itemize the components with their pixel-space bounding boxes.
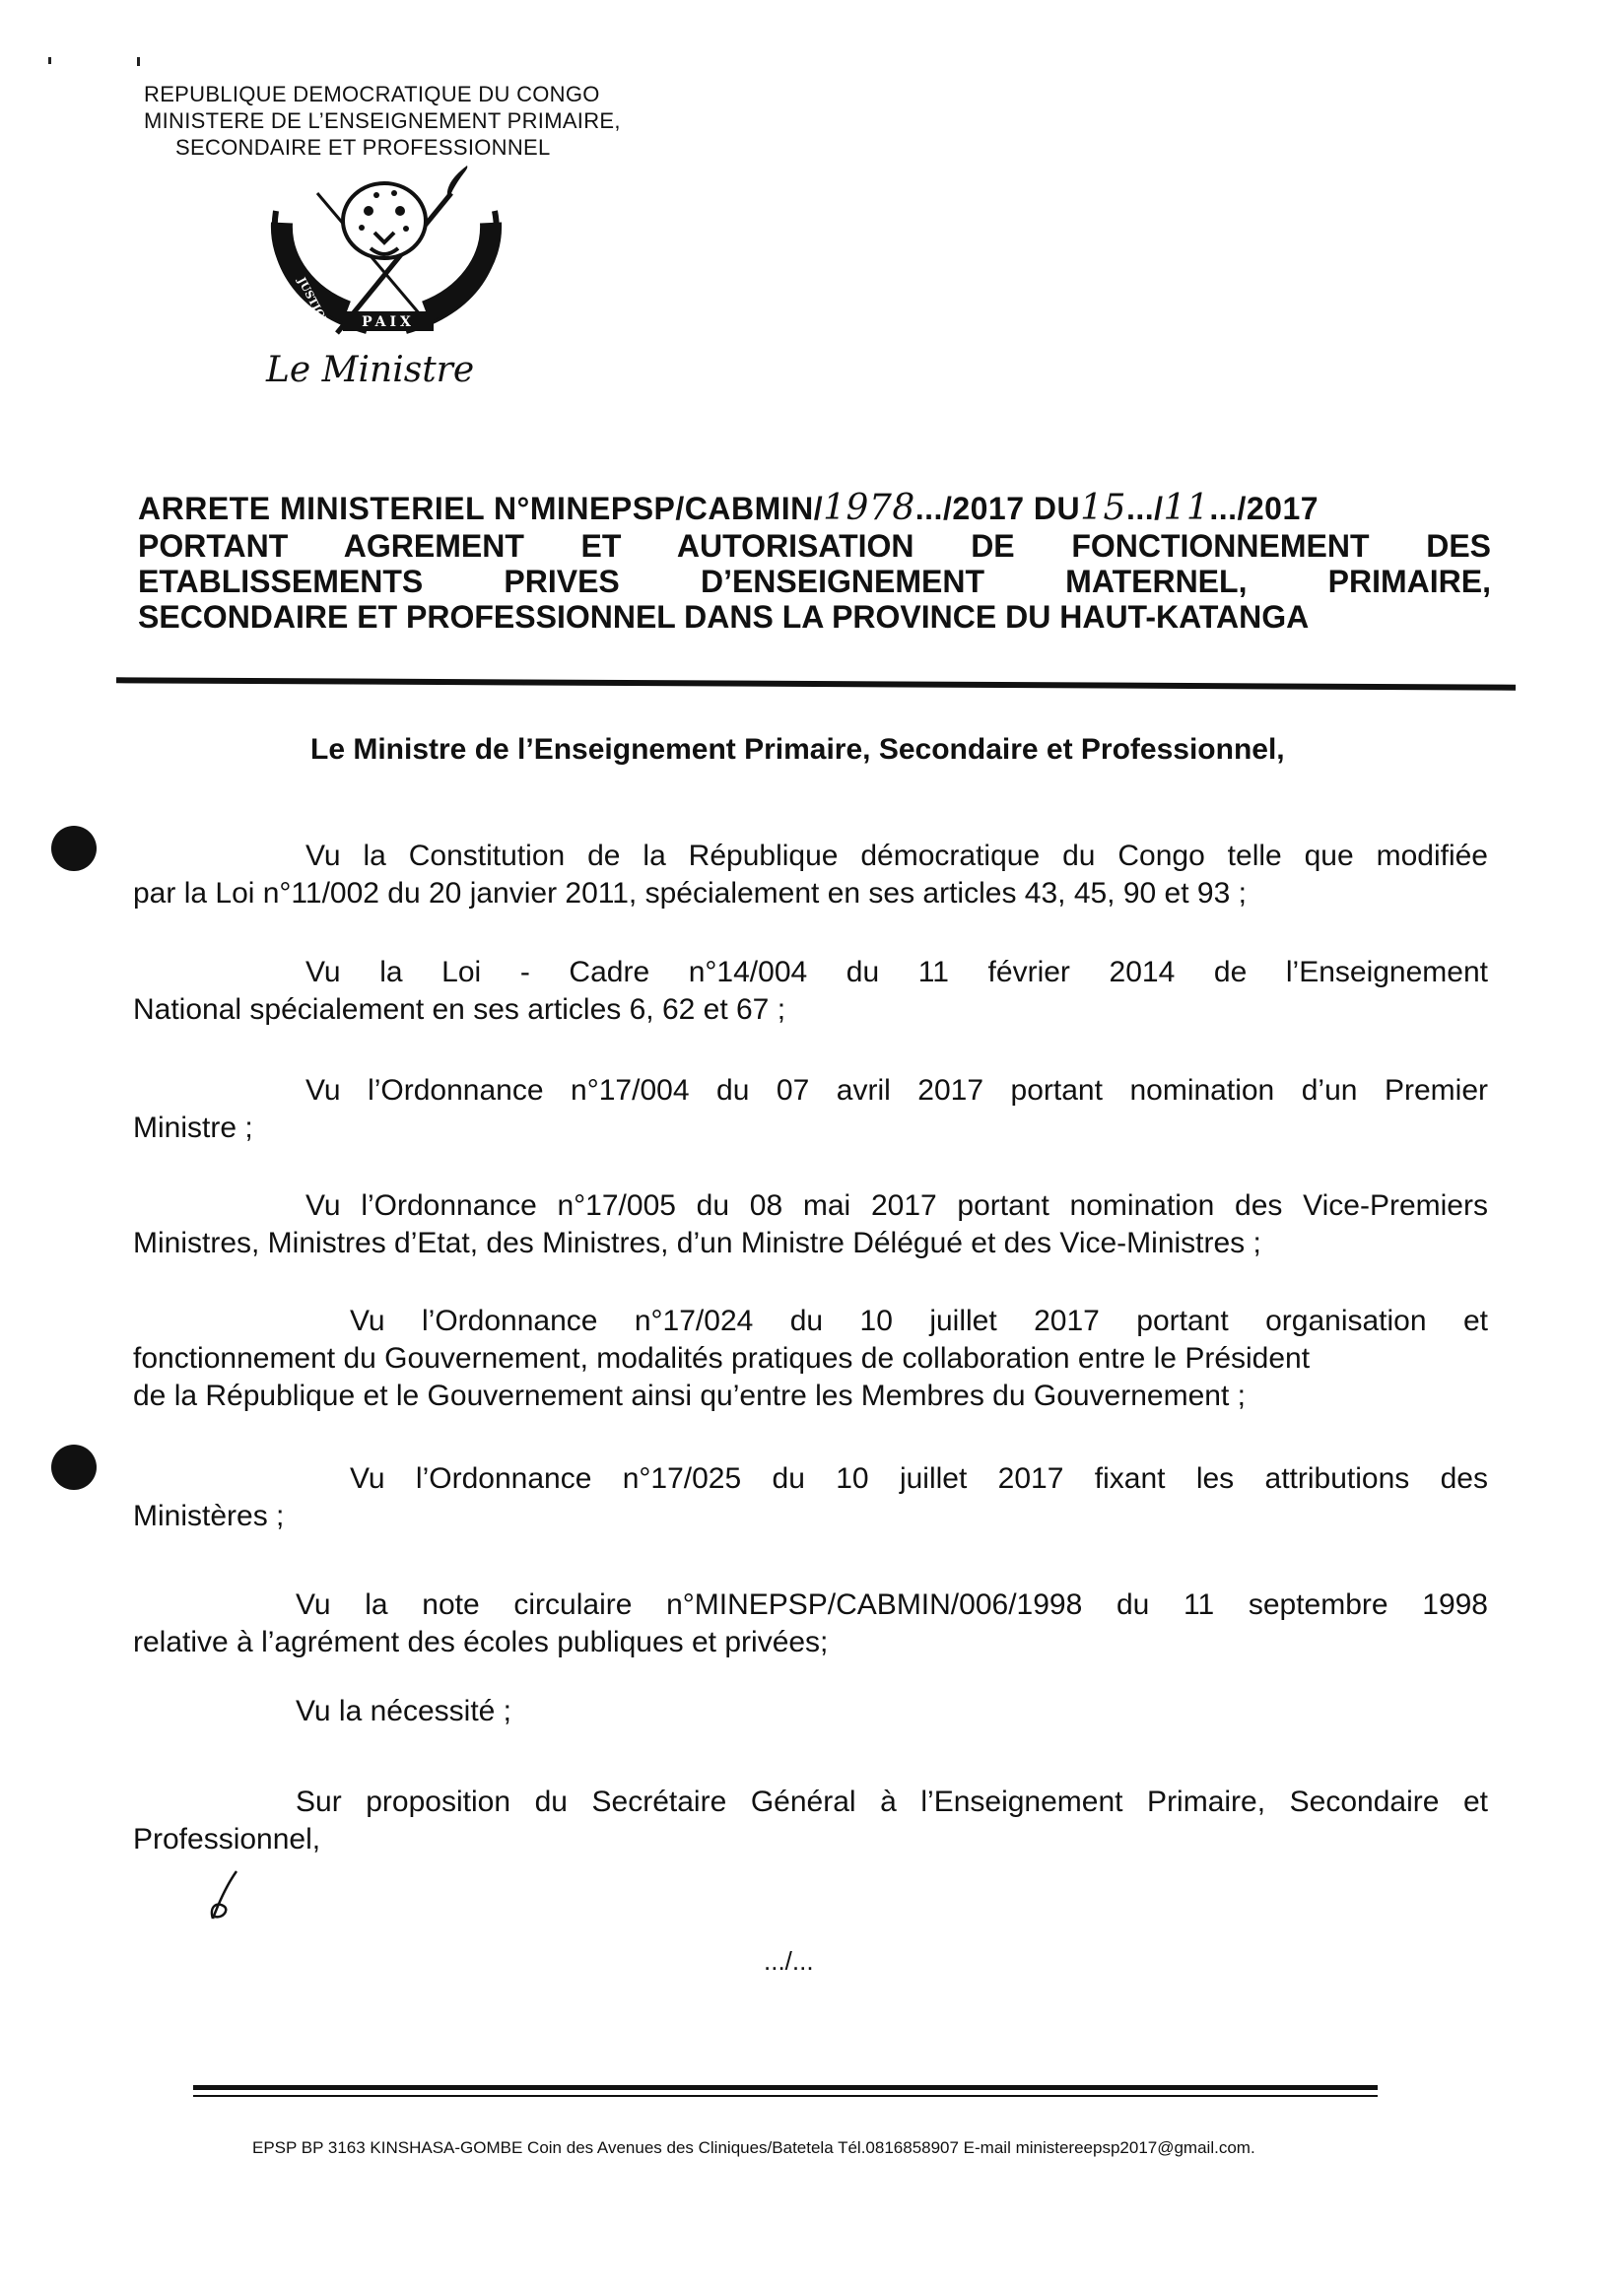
paragraph-line: Vu la Constitution de la République démocratique du Congo telle que modifiée (305, 840, 1488, 872)
footer-contact-info: EPSP BP 3163 KINSHASA-GOMBE Coin des Avenues des Cliniques/Batetela Tél.0816858907 E-mail ministereepsp2017@gmail.com. (252, 2138, 1255, 2157)
emblem-motto-travail: TRAVAIL (452, 192, 490, 246)
letterhead (144, 81, 735, 161)
punch-hole-mark (51, 1445, 97, 1490)
decree-title-line2: PORTANT AGREMENT ET AUTORISATION DE FONCTIONNEMENT DES (138, 528, 1491, 564)
decree-date-sep: .../ (1125, 491, 1164, 526)
continuation-marker: .../... (764, 1946, 814, 1976)
paragraph-line: Vu l’Ordonnance n°17/005 du 08 mai 2017 portant nomination des Vice-Premiers (305, 1189, 1488, 1222)
paragraph-line: Vu l’Ordonnance n°17/024 du 10 juillet 2017 portant organisation et (350, 1305, 1488, 1337)
decree-year-suffix: .../2017 (1209, 491, 1320, 526)
considerant-ordonnance-004 (133, 1072, 1488, 1147)
paragraph-line: Professionnel, (133, 1823, 321, 1855)
letterhead-ministry-cont: SECONDAIRE ET PROFESSIONNEL (175, 135, 551, 160)
decree-day-handwritten: 15 (1080, 488, 1126, 528)
punch-hole-mark (51, 826, 97, 871)
emblem-motto-justice: JUSTICE (295, 275, 331, 328)
title-divider-rule (116, 677, 1516, 690)
decree-title-line1 (138, 488, 1491, 528)
emblem-motto-paix: PAIX (362, 314, 415, 330)
letterhead-signature-title: Le Ministre (266, 350, 475, 390)
paragraph-line: relative à l’agrément des écoles publiques et privées; (133, 1626, 829, 1658)
paragraph-line: Vu l’Ordonnance n°17/004 du 07 avril 2017 portant nomination d’un Premier (305, 1074, 1488, 1107)
decree-title-line3: ETABLISSEMENTS PRIVES D’ENSEIGNEMENT MATERNEL, PRIMAIRE, (138, 564, 1491, 599)
letterhead-country: REPUBLIQUE DEMOCRATIQUE DU CONGO (144, 82, 600, 106)
considerant-ordonnance-024 (133, 1303, 1488, 1415)
considerant-ordonnance-025 (133, 1460, 1488, 1535)
decree-number-handwritten: 1978 (823, 488, 915, 528)
considerant-loi-cadre (133, 954, 1488, 1029)
letterhead-ministry: MINISTERE DE L’ENSEIGNEMENT PRIMAIRE, (144, 108, 621, 133)
footer-divider-rule-thin (193, 2095, 1378, 2097)
handwritten-initial-mark (207, 1867, 246, 1926)
paragraph-line: Vu la note circulaire n°MINEPSP/CABMIN/006/1998 du 11 septembre 1998 (296, 1588, 1488, 1621)
paragraph-line: National spécialement en ses articles 6, 62 et 67 ; (133, 993, 786, 1026)
decree-title-line4: SECONDAIRE ET PROFESSIONNEL DANS LA PROVINCE DU HAUT-KATANGA (138, 599, 1310, 635)
paragraph-line: Ministres, Ministres d’Etat, des Ministres, d’un Ministre Délégué et des Vice-Ministres ; (133, 1227, 1261, 1259)
paragraph-line: Sur proposition du Secrétaire Général à l’Enseignement Primaire, Secondaire et (296, 1786, 1488, 1818)
footer-divider-rule (193, 2085, 1378, 2090)
considerant-constitution (133, 838, 1488, 912)
scan-speck (48, 57, 51, 64)
paragraph-line: de la République et le Gouvernement ainsi qu’entre les Membres du Gouvernement ; (133, 1380, 1246, 1412)
paragraph-line: par la Loi n°11/002 du 20 janvier 2011, spécialement en ses articles 43, 45, 90 et 93 ; (133, 877, 1247, 910)
paragraph-line: fonctionnement du Gouvernement, modalités pratiques de collaboration entre le Président (133, 1342, 1311, 1375)
considerant-ordonnance-005 (133, 1187, 1488, 1262)
paragraph-line: Vu l’Ordonnance n°17/025 du 10 juillet 2017 fixant les attributions des (350, 1462, 1488, 1495)
paragraph-line: Vu la Loi - Cadre n°14/004 du 11 février 2014 de l’Enseignement (305, 956, 1488, 988)
coat-of-arms-emblem (258, 164, 514, 341)
considerant-note-circulaire (133, 1586, 1488, 1661)
considerant-proposition (133, 1784, 1488, 1858)
paragraph-line: Ministères ; (133, 1500, 285, 1532)
paragraph-line: Ministre ; (133, 1112, 253, 1144)
considerant-necessite (133, 1693, 1488, 1730)
paragraph-line: Vu la nécessité ; (296, 1695, 512, 1727)
scan-speck (137, 57, 140, 66)
decree-month-handwritten: 11 (1163, 488, 1210, 528)
decree-year-middle: .../2017 DU (914, 491, 1081, 526)
minister-heading: Le Ministre de l’Enseignement Primaire, Secondaire et Professionnel, (310, 733, 1285, 766)
decree-number-prefix: ARRETE MINISTERIEL N°MINEPSP/CABMIN/ (138, 491, 824, 526)
